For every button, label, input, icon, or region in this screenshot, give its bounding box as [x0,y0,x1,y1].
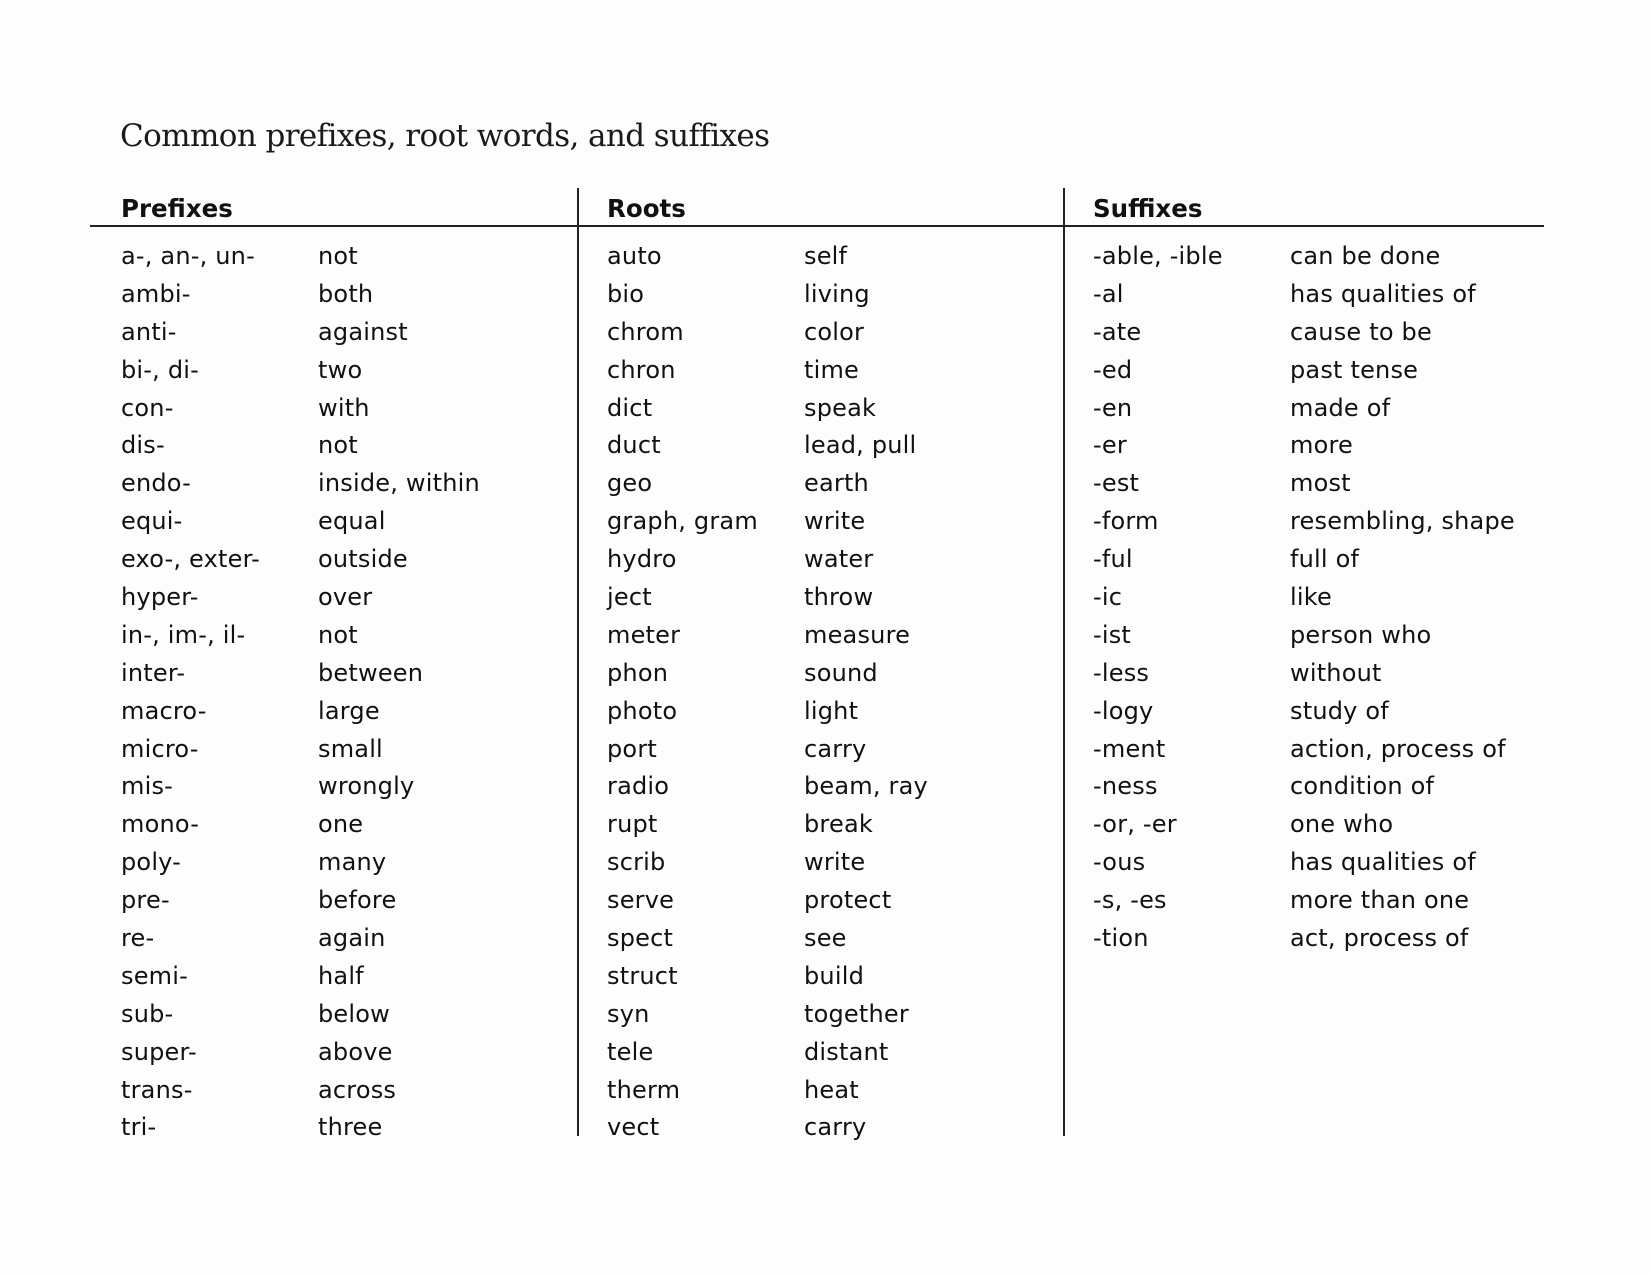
term: bio [607,279,645,308]
meaning: wrongly [318,772,415,801]
list-item [1093,352,1543,390]
list-item [607,693,1047,731]
list-item [607,314,1047,352]
term: photo [607,696,678,725]
term: vect [607,1113,660,1142]
term: -tion [1093,924,1149,953]
meaning: again [318,924,386,953]
list-item [607,503,1047,541]
term: radio [607,772,670,801]
list-item [1093,920,1543,958]
list-item [1093,503,1543,541]
term: endo- [121,469,191,498]
term: -form [1093,507,1159,536]
meaning: action, process of [1290,734,1506,763]
meaning: made of [1290,393,1391,422]
list-item [121,806,561,844]
list-item [121,731,561,769]
meaning: equal [318,507,386,536]
meaning: more [1290,431,1353,460]
list-item [121,920,561,958]
list-item [1093,579,1543,617]
list-item [1093,617,1543,655]
list-item [121,465,561,503]
list-item [607,617,1047,655]
meaning: full of [1290,545,1360,574]
suffixes-heading: Suffixes [1093,194,1203,223]
term: -er [1093,431,1127,460]
term: tri- [121,1113,157,1142]
list-item [607,352,1047,390]
term: equi- [121,507,183,536]
meaning: above [318,1037,393,1066]
term: therm [607,1075,681,1104]
list-item [607,882,1047,920]
meaning: can be done [1290,242,1441,270]
meaning: build [804,961,865,990]
page-title: Common prefixes, root words, and suffixes [120,118,770,154]
term: inter- [121,658,186,687]
list-item [121,958,561,996]
list-item [121,503,561,541]
list-item [121,655,561,693]
meaning: inside, within [318,469,480,498]
meaning: against [318,317,408,346]
meaning: protect [804,886,892,915]
term: tele [607,1037,654,1066]
term: auto [607,242,662,270]
meaning: most [1290,469,1351,498]
meaning: earth [804,469,869,498]
meaning: sound [804,658,878,687]
meaning: one [318,810,364,839]
list-item [1093,844,1543,882]
meaning: carry [804,734,867,763]
term: graph, gram [607,507,758,536]
roots-list [607,238,1047,1147]
term: a-, an-, un- [121,242,255,270]
list-item [607,1072,1047,1110]
list-item [121,693,561,731]
meaning: both [318,279,374,308]
term: meter [607,620,681,649]
meaning: two [318,355,363,384]
term: -ment [1093,734,1166,763]
term: pre- [121,886,170,915]
meaning: three [318,1113,383,1142]
term: -ic [1093,583,1123,612]
term: con- [121,393,174,422]
meaning: not [318,431,358,460]
list-item [607,465,1047,503]
list-item [607,996,1047,1034]
list-item [607,958,1047,996]
term: trans- [121,1075,193,1104]
term: anti- [121,317,177,346]
meaning: small [318,734,383,763]
meaning: one who [1290,810,1394,839]
meaning: outside [318,545,408,574]
term: -or, -er [1093,810,1177,839]
list-item [1093,238,1543,276]
meaning: break [804,810,873,839]
term: micro- [121,734,199,763]
term: macro- [121,696,207,725]
roots-heading: Roots [607,194,686,223]
list-item [121,314,561,352]
meaning: throw [804,583,874,612]
list-item [1093,390,1543,428]
meaning: has qualities of [1290,279,1476,308]
prefixes-heading: Prefixes [121,194,233,223]
list-item [1093,693,1543,731]
list-item [607,390,1047,428]
term: mis- [121,772,174,801]
term: scrib [607,848,666,877]
list-item [1093,465,1543,503]
prefixes-list [121,238,561,1147]
term: spect [607,924,674,953]
list-item [607,731,1047,769]
meaning: write [804,507,866,536]
term: ject [607,583,652,612]
term: struct [607,961,678,990]
meaning: together [804,999,909,1028]
term: -ness [1093,772,1158,801]
list-item [121,390,561,428]
term: -able, -ible [1093,242,1223,270]
list-item [121,1072,561,1110]
suffixes-list [1093,238,1543,958]
list-item [121,238,561,276]
meaning: resembling, shape [1290,507,1515,536]
term: semi- [121,961,188,990]
term: -al [1093,279,1124,308]
meaning: without [1290,658,1382,687]
meaning: time [804,355,860,384]
term: -less [1093,658,1150,687]
list-item [1093,276,1543,314]
meaning: act, process of [1290,924,1469,953]
term: hyper- [121,583,199,612]
list-item [607,1109,1047,1147]
term: -ist [1093,620,1132,649]
meaning: has qualities of [1290,848,1476,877]
list-item [607,276,1047,314]
list-item [1093,541,1543,579]
meaning: below [318,999,390,1028]
term: re- [121,924,155,953]
term: -logy [1093,696,1154,725]
term: -ful [1093,545,1133,574]
term: -ate [1093,317,1142,346]
list-item [1093,731,1543,769]
column-divider-roots [577,188,579,1136]
term: dict [607,393,653,422]
term: super- [121,1037,197,1066]
list-item [121,617,561,655]
list-item [607,238,1047,276]
meaning: not [318,620,358,649]
term: mono- [121,810,200,839]
prefixes-column [121,190,561,1147]
list-item [607,920,1047,958]
term: -s, -es [1093,886,1167,915]
term: rupt [607,810,658,839]
meaning: study of [1290,696,1389,725]
term: bi-, di- [121,355,199,384]
meaning: distant [804,1037,889,1066]
list-item [607,768,1047,806]
meaning: measure [804,620,911,649]
term: chron [607,355,676,384]
suffixes-column [1093,190,1543,958]
term: duct [607,431,661,460]
meaning: light [804,696,859,725]
meaning: water [804,545,874,574]
list-item [121,844,561,882]
meaning: past tense [1290,355,1419,384]
meaning: over [318,583,373,612]
list-item [1093,314,1543,352]
list-item [607,427,1047,465]
meaning: living [804,279,870,308]
meaning: with [318,393,370,422]
meaning: speak [804,393,877,422]
roots-column [607,190,1047,1147]
term: -ous [1093,848,1146,877]
meaning: not [318,242,358,270]
list-item [607,655,1047,693]
list-item [121,1034,561,1072]
term: exo-, exter- [121,545,260,574]
meaning: large [318,696,380,725]
list-item [607,806,1047,844]
term: hydro [607,545,677,574]
meaning: like [1290,583,1332,612]
meaning: before [318,886,397,915]
list-item [607,541,1047,579]
list-item [121,768,561,806]
meaning: beam, ray [804,772,928,801]
term: chrom [607,317,684,346]
meaning: person who [1290,620,1432,649]
list-item [1093,806,1543,844]
list-item [1093,655,1543,693]
meaning: condition of [1290,772,1435,801]
list-item [121,352,561,390]
list-item [1093,427,1543,465]
meaning: carry [804,1113,867,1142]
list-item [121,996,561,1034]
meaning: heat [804,1075,859,1104]
list-item [607,844,1047,882]
term: sub- [121,999,174,1028]
term: phon [607,658,669,687]
term: geo [607,469,653,498]
meaning: color [804,317,865,346]
term: in-, im-, il- [121,620,246,649]
meaning: many [318,848,387,877]
list-item [1093,768,1543,806]
meaning: more than one [1290,886,1470,915]
meaning: cause to be [1290,317,1432,346]
term: serve [607,886,675,915]
term: syn [607,999,650,1028]
term: -ed [1093,355,1133,384]
meaning: self [804,242,848,270]
meaning: write [804,848,866,877]
term: dis- [121,431,165,460]
meaning: between [318,658,424,687]
list-item [121,427,561,465]
meaning: across [318,1075,397,1104]
meaning: half [318,961,364,990]
list-item [121,579,561,617]
list-item [121,276,561,314]
list-item [121,1109,561,1147]
meaning: see [804,924,847,953]
meaning: lead, pull [804,431,917,460]
list-item [121,541,561,579]
term: poly- [121,848,182,877]
term: -en [1093,393,1133,422]
column-divider-suffixes [1063,188,1065,1136]
list-item [1093,882,1543,920]
list-item [607,579,1047,617]
term: port [607,734,657,763]
term: -est [1093,469,1140,498]
list-item [607,1034,1047,1072]
list-item [121,882,561,920]
term: ambi- [121,279,191,308]
